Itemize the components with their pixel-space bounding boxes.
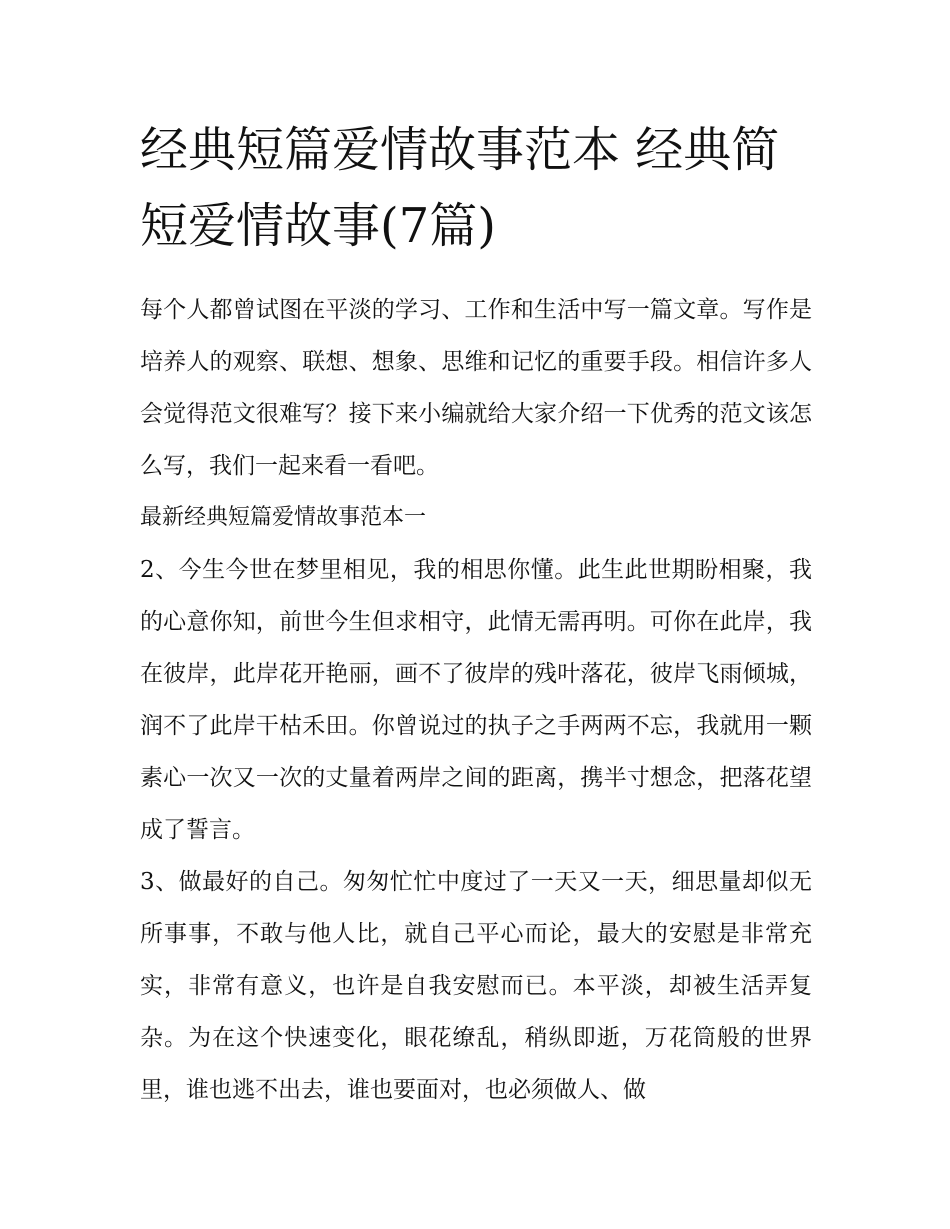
document-title: 经典短篇爱情故事范本 经典简短爱情故事(7篇) — [140, 122, 780, 254]
section-heading: 最新经典短篇爱情故事范本一 — [140, 505, 427, 530]
story-item-3: 3、做最好的自己。匆匆忙忙中度过了一天又一天，细思量却似无所事事，不敢与他人比，就自己平心而论，最大的安慰是非常充实，非常有意义，也许是自我安慰而已。本平淡，却被生活弄复杂。为在这个快速变化，眼花缭乱，稍纵即逝，万花筒般的世界里，谁也逃不出去，谁也要面对，也必须做人、做 — [140, 869, 812, 1103]
intro-paragraph: 每个人都曾试图在平淡的学习、工作和生活中写一篇文章。写作是培养人的观察、联想、想象、思维和记忆的重要手段。相信许多人会觉得范文很难写？接下来小编就给大家介绍一下优秀的范文该怎么写，我们一起来看一看吧。 — [140, 297, 812, 479]
document-page — [140, 112, 812, 1116]
story-item-2: 2、今生今世在梦里相见，我的相思你懂。此生此世期盼相聚，我的心意你知，前世今生但求相守，此情无需再明。可你在此岸，我在彼岸，此岸花开艳丽，画不了彼岸的残叶落花，彼岸飞雨倾城，润不了此岸干枯禾田。你曾说过的执子之手两两不忘，我就用一颗素心一次又一次的丈量着两岸之间的距离，携半寸想念，把落花望成了誓言。 — [140, 557, 812, 843]
